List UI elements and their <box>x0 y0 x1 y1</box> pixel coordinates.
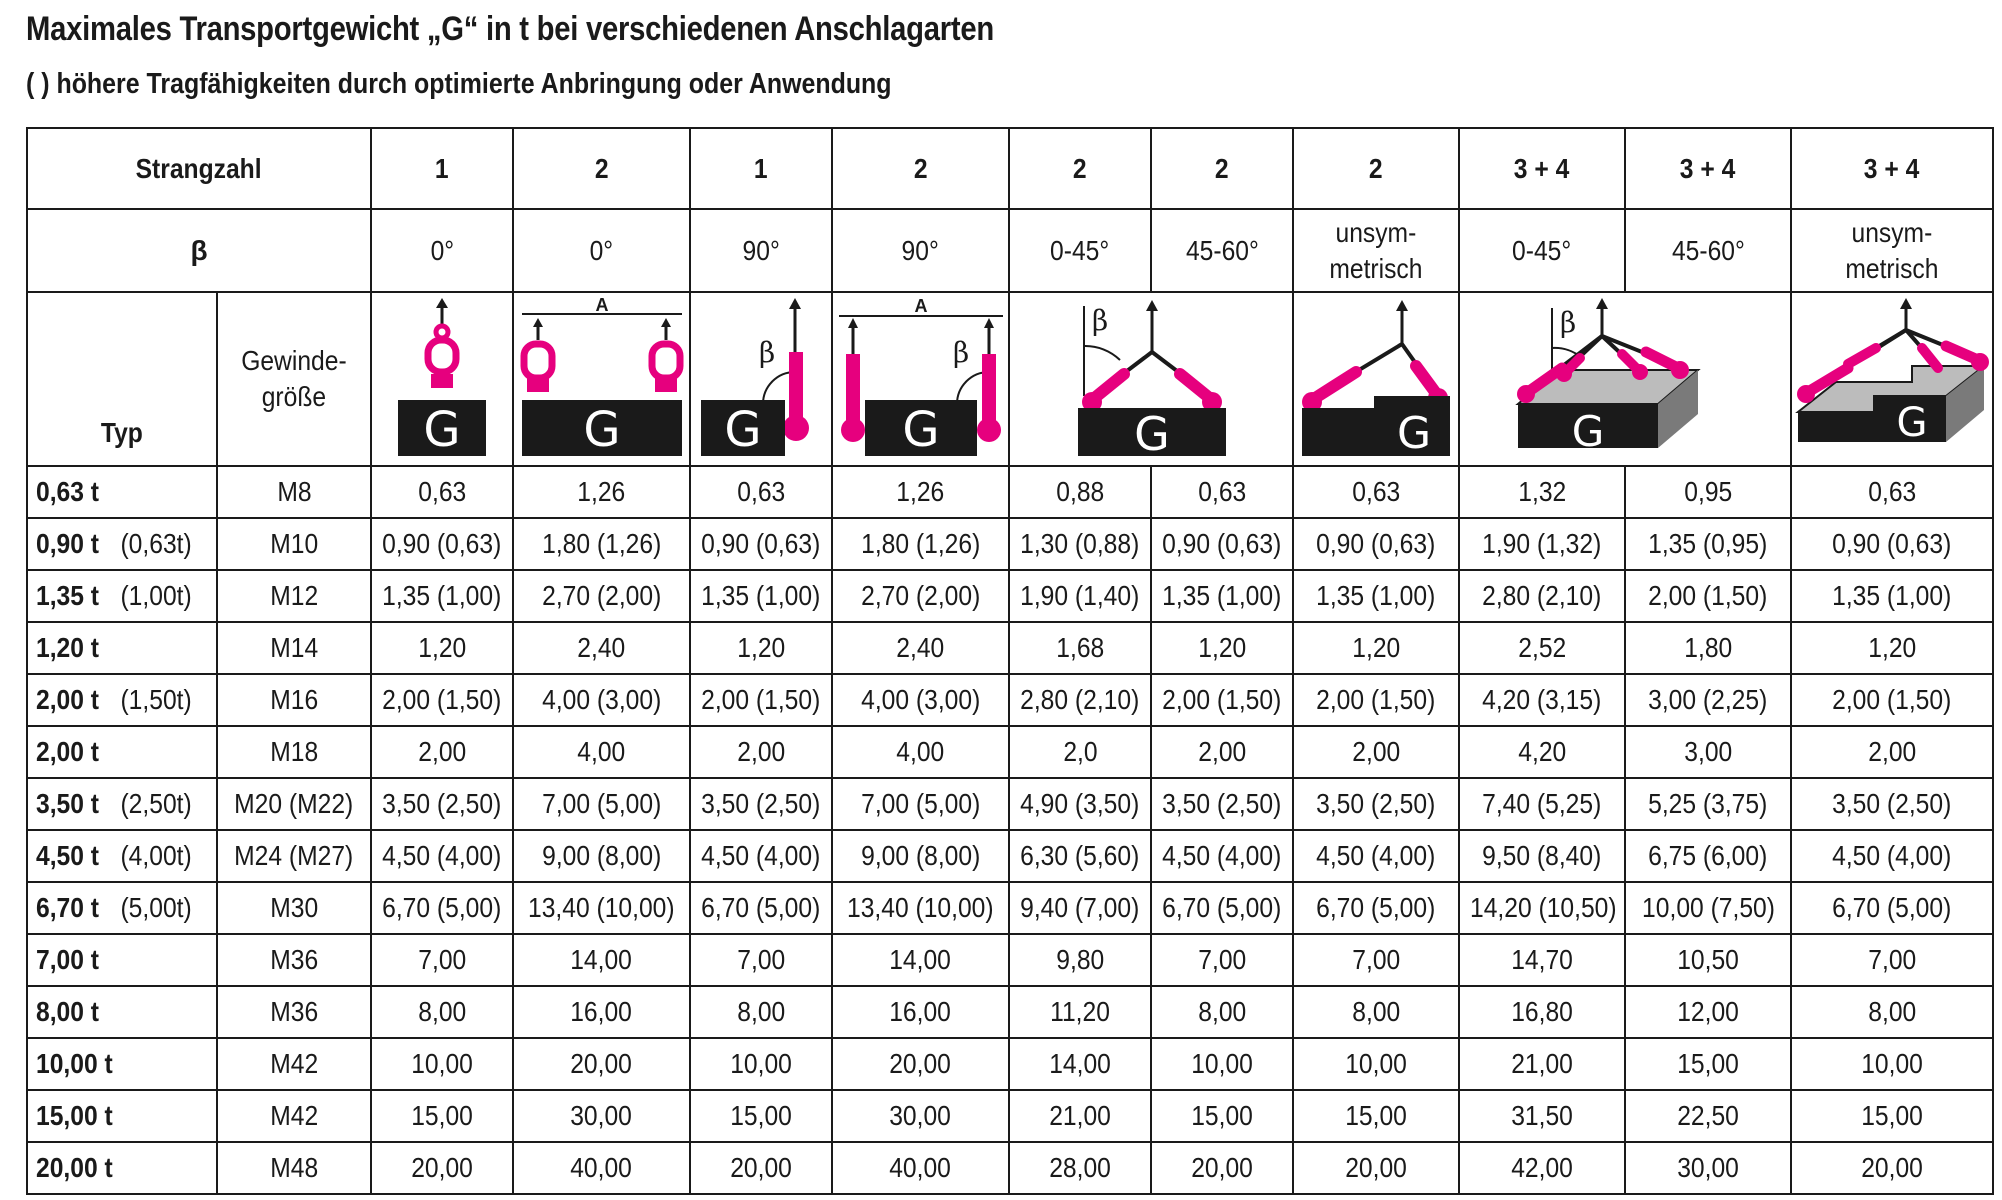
typ-main-value: 0,63 t <box>36 476 100 507</box>
typ-cell <box>27 466 217 518</box>
value-cell: 0,63 <box>690 466 832 518</box>
page-title: Maximales Transportgewicht „G“ in t bei verschiedenen Anschlagarten <box>26 10 994 48</box>
value-cell: 7,00 <box>371 934 513 986</box>
value-cell: 2,00 (1,50) <box>1625 570 1791 622</box>
thread-cell: M16 <box>217 674 371 726</box>
value-cell: 0,95 <box>1625 466 1791 518</box>
two-leg-angled-icon <box>1012 296 1292 462</box>
value-cell: 6,70 (5,00) <box>371 882 513 934</box>
typ-alt-value: (4,00t) <box>120 840 192 871</box>
value-cell: 1,20 <box>1791 622 1993 674</box>
value-cell: 2,40 <box>513 622 690 674</box>
thread-cell: M14 <box>217 622 371 674</box>
value-cell: 8,00 <box>690 986 832 1038</box>
strangzahl-cell: 3 + 4 <box>1791 128 1993 209</box>
value-cell: 21,00 <box>1459 1038 1625 1090</box>
value-cell: 14,00 <box>513 934 690 986</box>
typ-main-value: 4,50 t <box>36 840 100 871</box>
svg-text:G: G <box>1571 407 1605 456</box>
table-row <box>27 934 1993 986</box>
value-cell: 15,00 <box>1625 1038 1791 1090</box>
value-cell: 2,00 (1,50) <box>1151 674 1293 726</box>
value-cell: 1,35 (1,00) <box>1791 570 1993 622</box>
value-cell: 2,00 <box>371 726 513 778</box>
value-cell: 15,00 <box>1293 1090 1459 1142</box>
value-cell: 9,00 (8,00) <box>832 830 1009 882</box>
value-cell: 10,00 <box>690 1038 832 1090</box>
value-cell: 9,40 (7,00) <box>1009 882 1151 934</box>
value-cell: 2,40 <box>832 622 1009 674</box>
strangzahl-label: Strangzahl <box>27 128 371 209</box>
diagram-row <box>27 292 1993 466</box>
value-cell: 10,00 <box>1293 1038 1459 1090</box>
value-cell: 1,20 <box>1151 622 1293 674</box>
value-cell: 30,00 <box>513 1090 690 1142</box>
value-cell: 4,00 (3,00) <box>832 674 1009 726</box>
value-cell: 1,80 (1,26) <box>513 518 690 570</box>
strangzahl-cell: 2 <box>1151 128 1293 209</box>
value-cell: 2,00 <box>1293 726 1459 778</box>
typ-main-value: 10,00 t <box>36 1048 113 1079</box>
thread-cell: M20 (M22) <box>217 778 371 830</box>
value-cell: 0,63 <box>371 466 513 518</box>
value-cell: 2,00 <box>690 726 832 778</box>
value-cell: 8,00 <box>1151 986 1293 1038</box>
svg-text:G: G <box>724 402 762 458</box>
value-cell: 2,80 (2,10) <box>1009 674 1151 726</box>
table-row <box>27 518 1993 570</box>
value-cell: 15,00 <box>371 1090 513 1142</box>
value-cell: 8,00 <box>371 986 513 1038</box>
value-cell: 21,00 <box>1009 1090 1151 1142</box>
typ-main-value: 20,00 t <box>36 1152 113 1183</box>
value-cell: 4,00 <box>832 726 1009 778</box>
value-cell: 1,26 <box>832 466 1009 518</box>
table-row <box>27 570 1993 622</box>
value-cell: 7,00 <box>1293 934 1459 986</box>
beta-cell: 0° <box>513 209 690 292</box>
typ-cell <box>27 778 217 830</box>
value-cell: 7,00 (5,00) <box>832 778 1009 830</box>
value-cell: 3,00 <box>1625 726 1791 778</box>
strangzahl-cell: 3 + 4 <box>1459 128 1625 209</box>
value-cell: 14,00 <box>832 934 1009 986</box>
value-cell: 9,80 <box>1009 934 1151 986</box>
value-cell: 10,00 <box>1791 1038 1993 1090</box>
value-cell: 4,00 (3,00) <box>513 674 690 726</box>
typ-cell <box>27 674 217 726</box>
value-cell: 1,80 (1,26) <box>832 518 1009 570</box>
beta-cell: 0-45° <box>1459 209 1625 292</box>
value-cell: 40,00 <box>513 1142 690 1194</box>
diagram-two-leg-asymmetric <box>1293 292 1459 466</box>
value-cell: 3,50 (2,50) <box>371 778 513 830</box>
thread-cell: M10 <box>217 518 371 570</box>
svg-text:β: β <box>1092 304 1109 337</box>
value-cell: 22,50 <box>1625 1090 1791 1142</box>
load-table <box>26 127 1994 1195</box>
value-cell: 2,52 <box>1459 622 1625 674</box>
diagram-multi-leg-asymmetric <box>1791 292 1993 466</box>
typ-cell <box>27 570 217 622</box>
svg-text:G: G <box>583 402 621 458</box>
value-cell: 3,00 (2,25) <box>1625 674 1791 726</box>
value-cell: 6,75 (6,00) <box>1625 830 1791 882</box>
thread-cell: M8 <box>217 466 371 518</box>
table-row <box>27 1038 1993 1090</box>
value-cell: 4,20 (3,15) <box>1459 674 1625 726</box>
typ-main-value: 2,00 t <box>36 736 100 767</box>
thread-cell: M36 <box>217 986 371 1038</box>
strangzahl-cell: 1 <box>371 128 513 209</box>
thread-cell: M30 <box>217 882 371 934</box>
svg-text:β: β <box>1560 306 1577 339</box>
value-cell: 7,40 (5,25) <box>1459 778 1625 830</box>
value-cell: 2,00 <box>1151 726 1293 778</box>
value-cell: 1,20 <box>1293 622 1459 674</box>
thread-cell: M42 <box>217 1090 371 1142</box>
value-cell: 0,63 <box>1791 466 1993 518</box>
typ-cell <box>27 830 217 882</box>
value-cell: 2,00 <box>1791 726 1993 778</box>
value-cell: 1,90 (1,40) <box>1009 570 1151 622</box>
value-cell: 7,00 <box>1791 934 1993 986</box>
strangzahl-cell: 2 <box>1009 128 1151 209</box>
svg-text:β: β <box>759 336 776 369</box>
value-cell: 4,50 (4,00) <box>1293 830 1459 882</box>
value-cell: 8,00 <box>1293 986 1459 1038</box>
value-cell: 0,90 (0,63) <box>371 518 513 570</box>
diagram-single-side <box>690 292 832 466</box>
value-cell: 1,90 (1,32) <box>1459 518 1625 570</box>
value-cell: 1,35 (1,00) <box>1151 570 1293 622</box>
value-cell: 10,00 <box>1151 1038 1293 1090</box>
value-cell: 1,35 (1,00) <box>690 570 832 622</box>
value-cell: 6,30 (5,60) <box>1009 830 1151 882</box>
value-cell: 0,90 (0,63) <box>1293 518 1459 570</box>
value-cell: 4,50 (4,00) <box>1791 830 1993 882</box>
value-cell: 30,00 <box>832 1090 1009 1142</box>
thread-cell: M42 <box>217 1038 371 1090</box>
beta-cell: 0° <box>371 209 513 292</box>
value-cell: 20,00 <box>513 1038 690 1090</box>
typ-main-value: 15,00 t <box>36 1100 113 1131</box>
strangzahl-cell: 2 <box>832 128 1009 209</box>
value-cell: 7,00 (5,00) <box>513 778 690 830</box>
value-cell: 1,35 (0,95) <box>1625 518 1791 570</box>
value-cell: 13,40 (10,00) <box>832 882 1009 934</box>
value-cell: 14,70 <box>1459 934 1625 986</box>
page-subtitle: ( ) höhere Tragfähigkeiten durch optimierte Anbringung oder Anwendung <box>26 68 892 100</box>
typ-main-value: 7,00 t <box>36 944 100 975</box>
beta-cell: 0-45° <box>1009 209 1151 292</box>
value-cell: 10,00 <box>371 1038 513 1090</box>
strangzahl-cell: 1 <box>690 128 832 209</box>
value-cell: 20,00 <box>832 1038 1009 1090</box>
value-cell: 0,90 (0,63) <box>690 518 832 570</box>
multi-leg-angled-icon <box>1462 296 1790 462</box>
value-cell: 4,50 (4,00) <box>371 830 513 882</box>
value-cell: 8,00 <box>1791 986 1993 1038</box>
typ-main-value: 3,50 t <box>36 788 100 819</box>
typ-alt-value: (2,50t) <box>120 788 192 819</box>
svg-text:A: A <box>595 296 609 315</box>
diagram-double-side <box>832 292 1009 466</box>
value-cell: 9,00 (8,00) <box>513 830 690 882</box>
value-cell: 7,00 <box>1151 934 1293 986</box>
typ-cell <box>27 882 217 934</box>
value-cell: 0,90 (0,63) <box>1151 518 1293 570</box>
svg-text:A: A <box>914 296 928 316</box>
value-cell: 0,63 <box>1293 466 1459 518</box>
thread-cell: M18 <box>217 726 371 778</box>
typ-cell <box>27 986 217 1038</box>
thread-cell: M48 <box>217 1142 371 1194</box>
value-cell: 2,00 (1,50) <box>371 674 513 726</box>
value-cell: 1,20 <box>371 622 513 674</box>
value-cell: 28,00 <box>1009 1142 1151 1194</box>
value-cell: 2,0 <box>1009 726 1151 778</box>
single-side-icon <box>693 296 829 462</box>
value-cell: 4,90 (3,50) <box>1009 778 1151 830</box>
value-cell: 1,26 <box>513 466 690 518</box>
thread-cell: M36 <box>217 934 371 986</box>
diagram-double-vertical <box>513 292 690 466</box>
typ-cell <box>27 1142 217 1194</box>
diagram-multi-leg-angled <box>1459 292 1791 466</box>
value-cell: 2,00 (1,50) <box>1293 674 1459 726</box>
svg-text:G: G <box>1396 408 1432 459</box>
table-row <box>27 674 1993 726</box>
value-cell: 4,50 (4,00) <box>1151 830 1293 882</box>
beta-cell: unsym- metrisch <box>1791 209 1993 292</box>
single-vertical-icon <box>374 296 510 462</box>
value-cell: 12,00 <box>1625 986 1791 1038</box>
value-cell: 3,50 (2,50) <box>1293 778 1459 830</box>
typ-header: Typ <box>27 292 217 466</box>
value-cell: 2,00 (1,50) <box>690 674 832 726</box>
typ-main-value: 2,00 t <box>36 684 100 715</box>
value-cell: 4,20 <box>1459 726 1625 778</box>
beta-cell: unsym- metrisch <box>1293 209 1459 292</box>
value-cell: 10,50 <box>1625 934 1791 986</box>
value-cell: 0,88 <box>1009 466 1151 518</box>
value-cell: 16,00 <box>513 986 690 1038</box>
value-cell: 1,32 <box>1459 466 1625 518</box>
typ-cell <box>27 518 217 570</box>
value-cell: 7,00 <box>690 934 832 986</box>
typ-cell <box>27 1090 217 1142</box>
typ-cell <box>27 622 217 674</box>
strangzahl-cell: 2 <box>513 128 690 209</box>
value-cell: 2,70 (2,00) <box>513 570 690 622</box>
typ-cell <box>27 934 217 986</box>
thread-cell: M12 <box>217 570 371 622</box>
value-cell: 20,00 <box>690 1142 832 1194</box>
typ-alt-value: (1,50t) <box>120 684 192 715</box>
value-cell: 16,80 <box>1459 986 1625 1038</box>
svg-text:β: β <box>953 336 970 369</box>
value-cell: 20,00 <box>1293 1142 1459 1194</box>
value-cell: 6,70 (5,00) <box>1151 882 1293 934</box>
value-cell: 15,00 <box>690 1090 832 1142</box>
table-row <box>27 1142 1993 1194</box>
table-row <box>27 466 1993 518</box>
value-cell: 1,20 <box>690 622 832 674</box>
value-cell: 15,00 <box>1151 1090 1293 1142</box>
value-cell: 3,50 (2,50) <box>690 778 832 830</box>
value-cell: 10,00 (7,50) <box>1625 882 1791 934</box>
table-row <box>27 986 1993 1038</box>
table-row <box>27 882 1993 934</box>
strangzahl-cell: 3 + 4 <box>1625 128 1791 209</box>
value-cell: 11,20 <box>1009 986 1151 1038</box>
value-cell: 1,35 (1,00) <box>1293 570 1459 622</box>
value-cell: 30,00 <box>1625 1142 1791 1194</box>
thread-cell: M24 (M27) <box>217 830 371 882</box>
value-cell: 31,50 <box>1459 1090 1625 1142</box>
strangzahl-row <box>27 128 1993 209</box>
value-cell: 5,25 (3,75) <box>1625 778 1791 830</box>
value-cell: 1,35 (1,00) <box>371 570 513 622</box>
table-row <box>27 622 1993 674</box>
two-leg-asymmetric-icon <box>1296 296 1456 462</box>
value-cell: 20,00 <box>1151 1142 1293 1194</box>
value-cell: 0,63 <box>1151 466 1293 518</box>
value-cell: 14,20 (10,50) <box>1459 882 1625 934</box>
typ-alt-value: (0,63t) <box>120 528 192 559</box>
beta-cell: 45-60° <box>1151 209 1293 292</box>
value-cell: 0,90 (0,63) <box>1791 518 1993 570</box>
value-cell: 1,30 (0,88) <box>1009 518 1151 570</box>
diagram-two-leg-angled <box>1009 292 1293 466</box>
value-cell: 14,00 <box>1009 1038 1151 1090</box>
typ-cell <box>27 1038 217 1090</box>
value-cell: 2,00 (1,50) <box>1791 674 1993 726</box>
typ-alt-value: (5,00t) <box>120 892 192 923</box>
beta-row <box>27 209 1993 292</box>
value-cell: 1,68 <box>1009 622 1151 674</box>
beta-cell: 90° <box>832 209 1009 292</box>
svg-text:G: G <box>1134 407 1170 461</box>
svg-text:G: G <box>902 402 940 458</box>
value-cell: 2,80 (2,10) <box>1459 570 1625 622</box>
typ-main-value: 8,00 t <box>36 996 100 1027</box>
value-cell: 6,70 (5,00) <box>1293 882 1459 934</box>
value-cell: 3,50 (2,50) <box>1151 778 1293 830</box>
double-vertical-icon <box>516 296 688 462</box>
typ-alt-value: (1,00t) <box>120 580 192 611</box>
value-cell: 20,00 <box>371 1142 513 1194</box>
strangzahl-cell: 2 <box>1293 128 1459 209</box>
table-row <box>27 726 1993 778</box>
value-cell: 4,50 (4,00) <box>690 830 832 882</box>
double-side-icon <box>835 296 1007 462</box>
typ-main-value: 1,35 t <box>36 580 100 611</box>
table-row <box>27 1090 1993 1142</box>
beta-cell: 45-60° <box>1625 209 1791 292</box>
beta-cell: 90° <box>690 209 832 292</box>
value-cell: 4,00 <box>513 726 690 778</box>
value-cell: 15,00 <box>1791 1090 1993 1142</box>
value-cell: 16,00 <box>832 986 1009 1038</box>
typ-main-value: 0,90 t <box>36 528 100 559</box>
typ-main-value: 1,20 t <box>36 632 100 663</box>
value-cell: 6,70 (5,00) <box>1791 882 1993 934</box>
table-row <box>27 778 1993 830</box>
value-cell: 6,70 (5,00) <box>690 882 832 934</box>
svg-text:G: G <box>1896 400 1928 446</box>
svg-text:G: G <box>423 402 461 458</box>
gewinde-header: Gewinde- größe <box>217 292 371 466</box>
value-cell: 20,00 <box>1791 1142 1993 1194</box>
value-cell: 13,40 (10,00) <box>513 882 690 934</box>
multi-leg-asymmetric-icon <box>1794 296 1990 462</box>
value-cell: 9,50 (8,40) <box>1459 830 1625 882</box>
typ-main-value: 6,70 t <box>36 892 100 923</box>
value-cell: 2,70 (2,00) <box>832 570 1009 622</box>
value-cell: 40,00 <box>832 1142 1009 1194</box>
table-row <box>27 830 1993 882</box>
value-cell: 42,00 <box>1459 1142 1625 1194</box>
value-cell: 3,50 (2,50) <box>1791 778 1993 830</box>
beta-label: β <box>27 209 371 292</box>
value-cell: 1,80 <box>1625 622 1791 674</box>
typ-cell <box>27 726 217 778</box>
diagram-single-vertical <box>371 292 513 466</box>
